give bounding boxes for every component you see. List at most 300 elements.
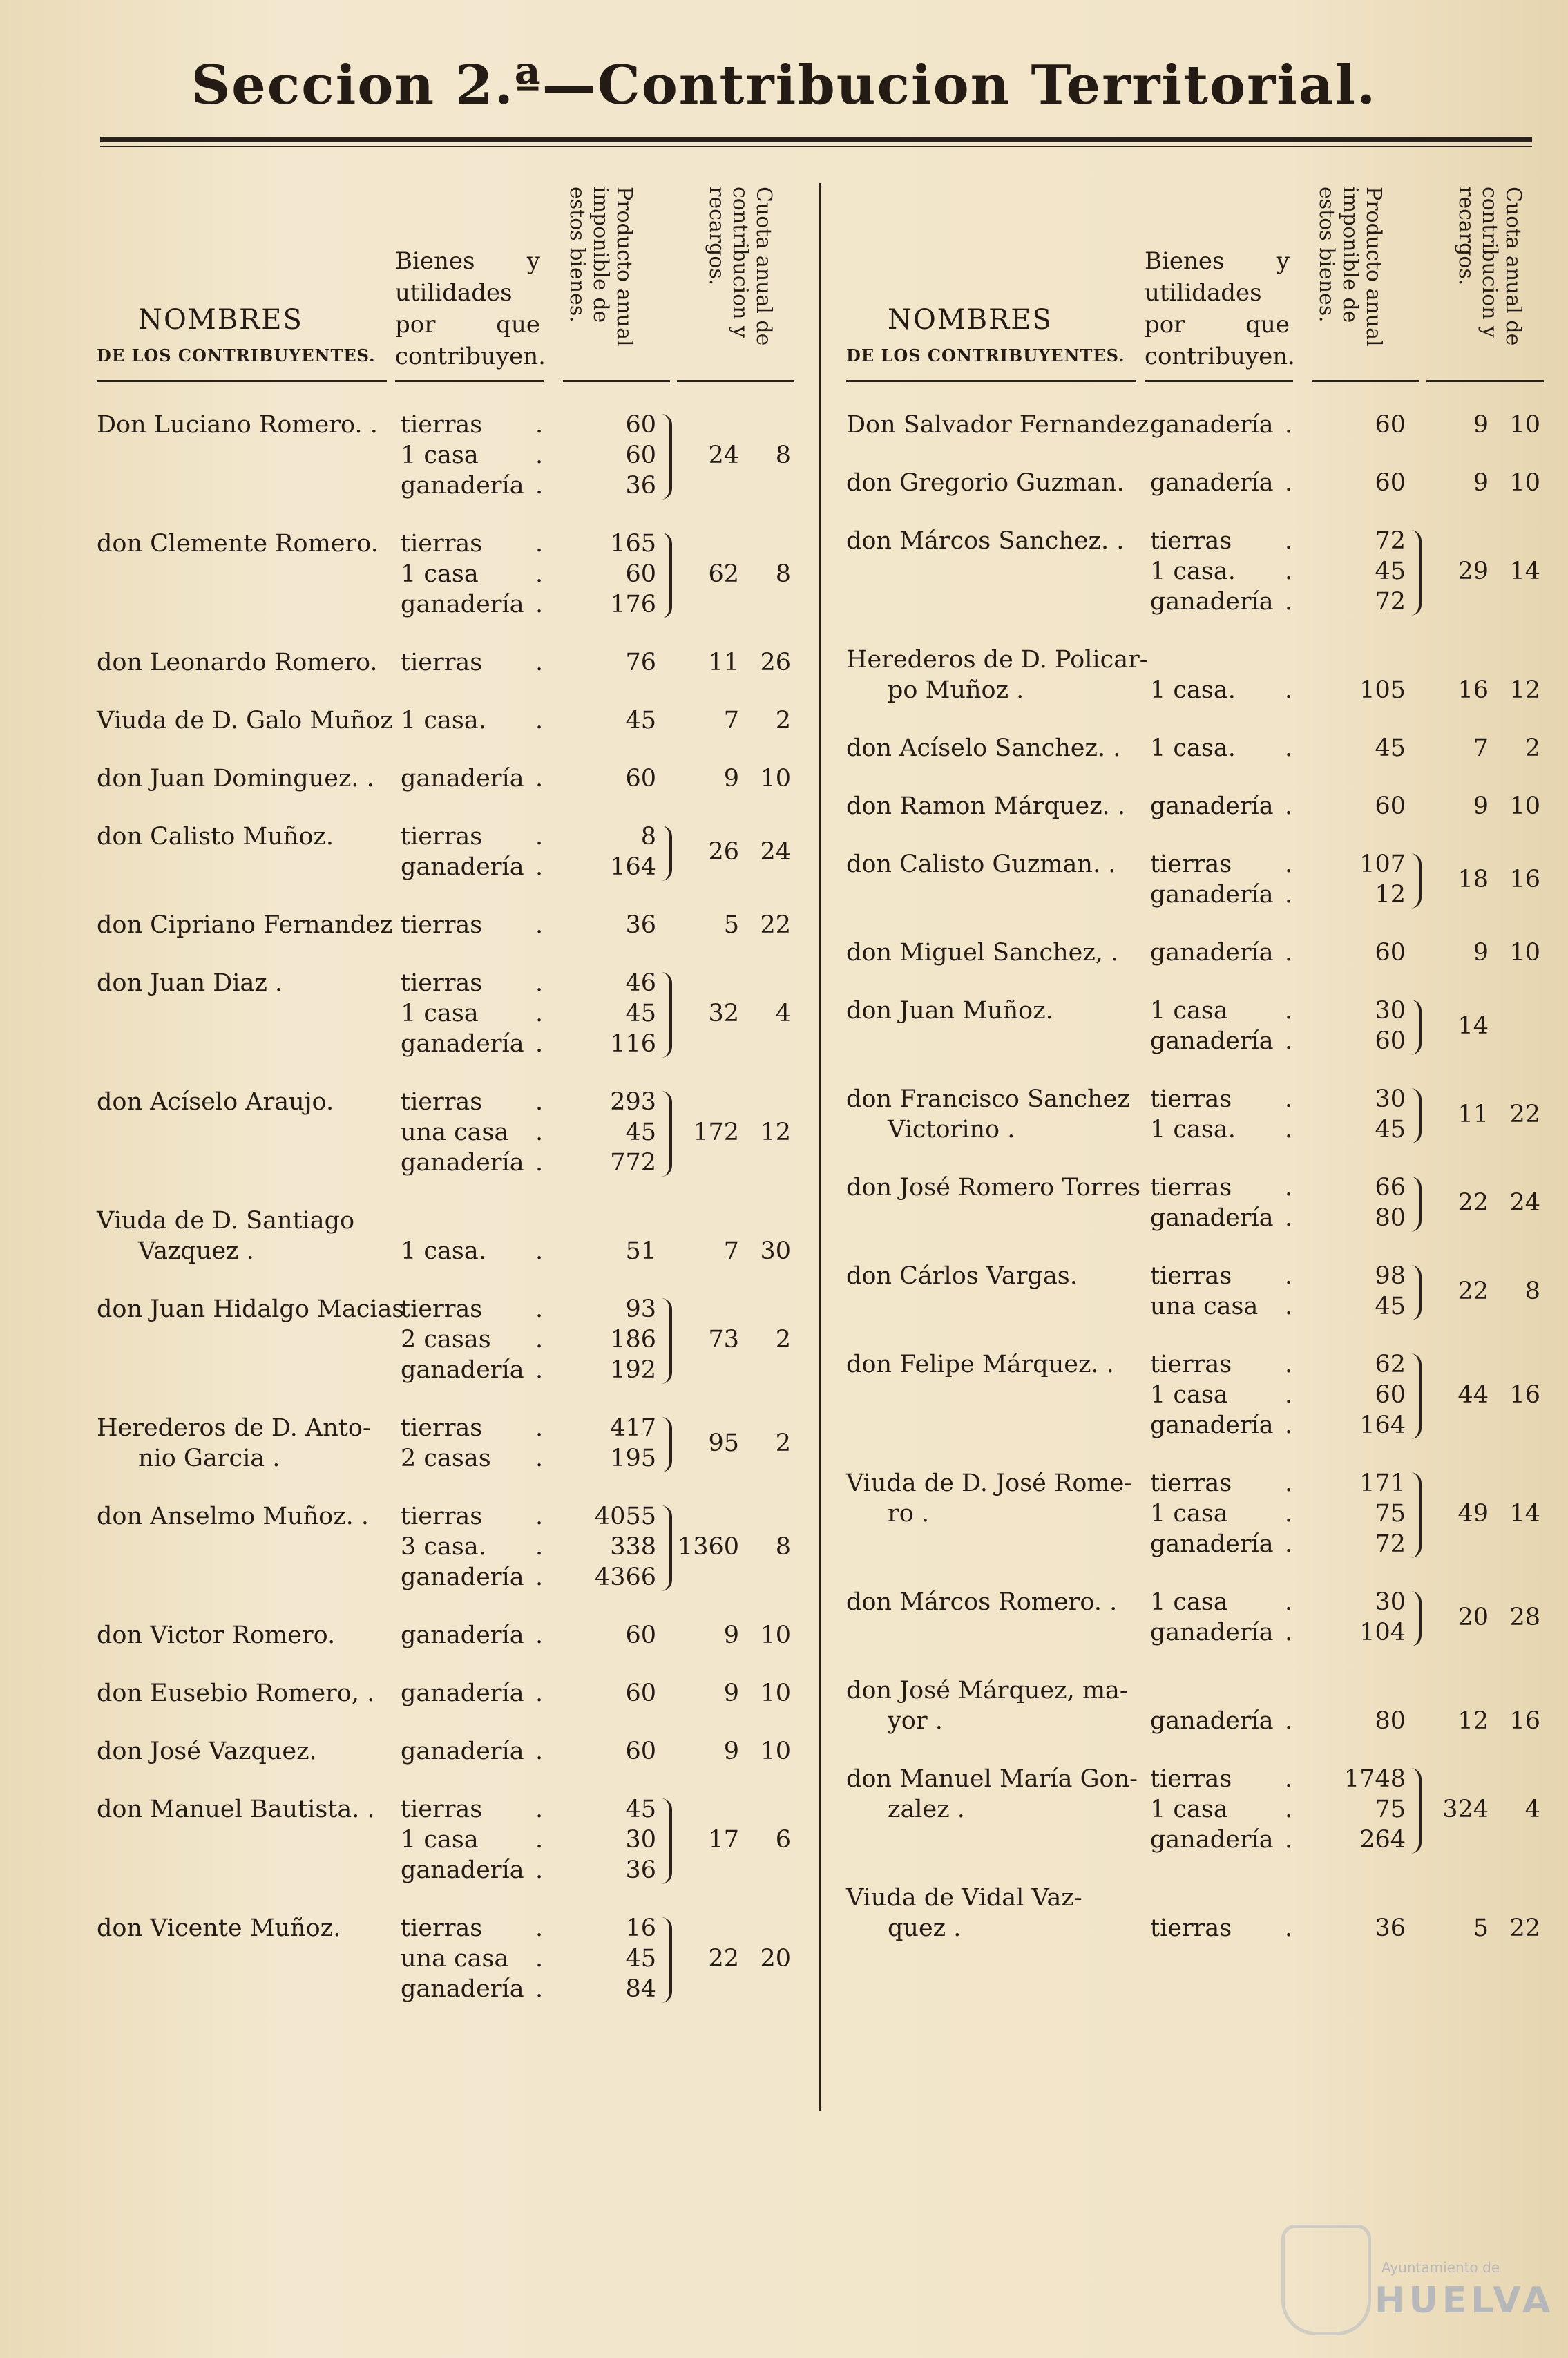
contributor-name: don Calisto Muñoz. bbox=[97, 823, 334, 850]
property-item: ganadería bbox=[1150, 1707, 1274, 1735]
cuota-reales: 62 bbox=[708, 560, 739, 588]
leader-dot: . bbox=[535, 1945, 544, 1972]
contributor-row bbox=[97, 911, 801, 942]
property-item: 1 casa. bbox=[1150, 558, 1236, 585]
product-value: 75 bbox=[1375, 1796, 1406, 1823]
property-item: tierras bbox=[401, 411, 483, 439]
property-item: tierras bbox=[1150, 1262, 1232, 1290]
cuota-maravedis: 8 bbox=[1524, 1277, 1540, 1305]
leader-dot: . bbox=[535, 1796, 544, 1823]
grouping-brace bbox=[1402, 1591, 1422, 1646]
product-value: 772 bbox=[610, 1149, 656, 1177]
cuota-reales: 14 bbox=[1457, 1012, 1489, 1040]
property-item: tierras bbox=[401, 1503, 483, 1530]
contributor-name: Viuda de Vidal Vaz- bbox=[846, 1884, 1082, 1912]
product-value: 116 bbox=[610, 1030, 656, 1058]
header-rule bbox=[677, 380, 794, 382]
product-value: 4055 bbox=[594, 1503, 656, 1530]
cuota-maravedis: 28 bbox=[1509, 1604, 1540, 1631]
product-value: 62 bbox=[1375, 1351, 1406, 1378]
cuota-maravedis: 20 bbox=[760, 1945, 791, 1972]
product-value: 176 bbox=[610, 591, 656, 618]
header-producto: Producto anual imponible de estos bienes. bbox=[565, 187, 636, 347]
property-item: una casa bbox=[401, 1119, 509, 1146]
product-value: 104 bbox=[1359, 1619, 1406, 1646]
leader-dot: . bbox=[1285, 1381, 1293, 1409]
leader-dot: . bbox=[535, 472, 544, 500]
product-value: 60 bbox=[1375, 939, 1406, 967]
column-divider bbox=[819, 183, 821, 2111]
header-cuota: Cuota anual de contribucion y recargos. bbox=[1454, 187, 1525, 346]
product-value: 36 bbox=[625, 472, 656, 500]
leader-dot: . bbox=[535, 1000, 544, 1027]
property-item: ganadería bbox=[401, 472, 524, 500]
cuota-reales: 1360 bbox=[677, 1533, 739, 1561]
page-title: Seccion 2.ª—Contribucion Territorial. bbox=[191, 54, 1377, 117]
leader-dot: . bbox=[535, 707, 544, 734]
grouping-brace bbox=[653, 1917, 672, 2003]
leader-dot: . bbox=[1285, 939, 1293, 967]
leader-dot: . bbox=[1285, 1351, 1293, 1378]
leader-dot: . bbox=[535, 1149, 544, 1177]
product-value: 192 bbox=[610, 1356, 656, 1384]
contributor-name: don Anselmo Muñoz. . bbox=[97, 1503, 370, 1530]
cuota-maravedis: 6 bbox=[775, 1826, 791, 1854]
contributor-row bbox=[97, 765, 801, 795]
leader-dot: . bbox=[1285, 1027, 1293, 1055]
cuota-reales: 26 bbox=[708, 838, 739, 866]
leader-dot: . bbox=[535, 1622, 544, 1649]
property-item: tierras bbox=[401, 1295, 483, 1323]
property-item: ganadería bbox=[1150, 588, 1274, 616]
leader-dot: . bbox=[535, 823, 544, 850]
grouping-brace bbox=[1402, 1472, 1422, 1558]
cuota-reales: 44 bbox=[1457, 1381, 1489, 1409]
property-item: ganadería bbox=[401, 1030, 524, 1058]
property-item: tierras bbox=[1150, 850, 1232, 878]
cuota-maravedis: 2 bbox=[775, 1429, 791, 1457]
leader-dot: . bbox=[1285, 1411, 1293, 1439]
cuota-maravedis: 22 bbox=[1509, 1101, 1540, 1128]
table-header bbox=[97, 173, 801, 401]
header-rule bbox=[846, 380, 1136, 382]
contributor-row bbox=[846, 850, 1551, 911]
contributor-row bbox=[846, 1351, 1551, 1442]
property-item: 1 casa bbox=[1150, 1381, 1228, 1409]
product-value: 164 bbox=[610, 853, 656, 881]
cuota-reales: 29 bbox=[1457, 558, 1489, 585]
leader-dot: . bbox=[1285, 588, 1293, 616]
property-item: tierras bbox=[1150, 1351, 1232, 1378]
contributor-name: nio Garcia . bbox=[138, 1445, 280, 1472]
contributor-name: don Miguel Sanchez, . bbox=[846, 939, 1119, 967]
property-item: 1 casa bbox=[1150, 1500, 1228, 1528]
product-value: 338 bbox=[610, 1533, 656, 1561]
product-value: 264 bbox=[1359, 1826, 1406, 1854]
contributor-name: Viuda de D. Santiago bbox=[97, 1207, 355, 1235]
cuota-reales: 9 bbox=[723, 1622, 739, 1649]
contributor-row bbox=[97, 1295, 801, 1387]
leader-dot: . bbox=[1285, 1262, 1293, 1290]
header-names bbox=[846, 276, 1136, 366]
product-value: 80 bbox=[1375, 1707, 1406, 1735]
leader-dot: . bbox=[1285, 1500, 1293, 1528]
grouping-brace bbox=[653, 1505, 672, 1591]
contributor-row bbox=[846, 527, 1551, 618]
leader-dot: . bbox=[535, 1680, 544, 1707]
property-item: tierras bbox=[401, 530, 483, 558]
contributor-row bbox=[97, 1796, 801, 1887]
header-producto: Producto anual imponible de estos bienes. bbox=[1314, 187, 1386, 347]
leader-dot: . bbox=[1285, 1530, 1293, 1558]
property-item: tierras bbox=[1150, 1914, 1232, 1942]
contributor-name: ro . bbox=[888, 1500, 930, 1528]
cuota-maravedis: 10 bbox=[1509, 792, 1540, 820]
contributor-name: don Ramon Márquez. . bbox=[846, 792, 1126, 820]
contributor-name: don Cárlos Vargas. bbox=[846, 1262, 1078, 1290]
property-item: tierras bbox=[1150, 1174, 1232, 1201]
property-item: ganadería bbox=[401, 1856, 524, 1884]
cuota-maravedis: 12 bbox=[1509, 676, 1540, 704]
product-value: 45 bbox=[625, 1000, 656, 1027]
contributor-row bbox=[97, 707, 801, 737]
product-value: 45 bbox=[1375, 734, 1406, 762]
leader-dot: . bbox=[535, 1445, 544, 1472]
cuota-maravedis: 4 bbox=[1524, 1796, 1540, 1823]
leader-dot: . bbox=[535, 1030, 544, 1058]
cuota-maravedis: 8 bbox=[775, 441, 791, 469]
cuota-reales: 9 bbox=[723, 765, 739, 792]
header-rule bbox=[1426, 380, 1544, 382]
contributor-name: Vazquez . bbox=[138, 1237, 254, 1265]
cuota-reales: 172 bbox=[693, 1119, 739, 1146]
contributor-row bbox=[846, 1588, 1551, 1649]
header-names bbox=[97, 276, 387, 366]
cuota-maravedis: 8 bbox=[775, 1533, 791, 1561]
leader-dot: . bbox=[535, 969, 544, 997]
cuota-maravedis: 14 bbox=[1509, 558, 1540, 585]
contributor-name: don José Márquez, ma- bbox=[846, 1677, 1128, 1704]
cuota-maravedis: 10 bbox=[1509, 939, 1540, 967]
contributor-row bbox=[97, 411, 801, 502]
leader-dot: . bbox=[535, 1533, 544, 1561]
contributor-name: don Eusebio Romero, . bbox=[97, 1680, 375, 1707]
contributor-name: don Acíselo Sanchez. . bbox=[846, 734, 1121, 762]
product-value: 60 bbox=[625, 1738, 656, 1765]
product-value: 60 bbox=[625, 441, 656, 469]
property-item: ganadería bbox=[401, 765, 524, 792]
grouping-brace bbox=[653, 1091, 672, 1177]
property-item: una casa bbox=[401, 1945, 509, 1972]
leader-dot: . bbox=[1285, 1707, 1293, 1735]
cuota-maravedis: 4 bbox=[775, 1000, 791, 1027]
product-value: 60 bbox=[1375, 411, 1406, 439]
property-item: 1 casa. bbox=[1150, 676, 1236, 704]
cuota-reales: 9 bbox=[1473, 939, 1489, 967]
cuota-reales: 324 bbox=[1442, 1796, 1489, 1823]
cuota-reales: 7 bbox=[1473, 734, 1489, 762]
header-rule bbox=[1145, 380, 1293, 382]
contributor-name: don Manuel Bautista. . bbox=[97, 1796, 375, 1823]
title-rule bbox=[100, 137, 1532, 142]
property-item: 1 casa bbox=[401, 560, 479, 588]
product-value: 105 bbox=[1359, 676, 1406, 704]
header-bienes: Bienes y utilidades por que contribuyen. bbox=[395, 247, 546, 370]
product-value: 107 bbox=[1359, 850, 1406, 878]
leader-dot: . bbox=[535, 411, 544, 439]
contributor-name: Herederos de D. Anto- bbox=[97, 1414, 371, 1442]
cuota-reales: 24 bbox=[708, 441, 739, 469]
contributor-name: don Juan Dominguez. . bbox=[97, 765, 374, 792]
product-value: 4366 bbox=[594, 1563, 656, 1591]
contributor-name: don Márcos Romero. . bbox=[846, 1588, 1118, 1616]
property-item: tierras bbox=[401, 649, 483, 676]
property-item: tierras bbox=[1150, 1085, 1232, 1113]
contributor-row bbox=[846, 411, 1551, 441]
grouping-brace bbox=[1402, 530, 1422, 616]
property-item: 2 casas bbox=[401, 1326, 491, 1353]
contributor-name: don Márcos Sanchez. . bbox=[846, 527, 1125, 555]
contributor-name: don José Vazquez. bbox=[97, 1738, 317, 1765]
property-item: ganadería bbox=[1150, 1411, 1274, 1439]
cuota-reales: 49 bbox=[1457, 1500, 1489, 1528]
table-header bbox=[846, 173, 1551, 401]
header-rule bbox=[563, 380, 670, 382]
leader-dot: . bbox=[1285, 1765, 1293, 1793]
property-item: ganadería bbox=[401, 1149, 524, 1177]
cuota-reales: 9 bbox=[1473, 792, 1489, 820]
property-item: ganadería bbox=[1150, 1530, 1274, 1558]
watermark-shield-icon bbox=[1281, 2225, 1371, 2335]
right-table bbox=[846, 173, 1551, 2335]
contributor-row bbox=[846, 646, 1551, 707]
cuota-reales: 11 bbox=[1457, 1101, 1489, 1128]
property-item: 1 casa bbox=[1150, 1796, 1228, 1823]
leader-dot: . bbox=[535, 530, 544, 558]
cuota-reales: 9 bbox=[723, 1738, 739, 1765]
leader-dot: . bbox=[535, 1826, 544, 1854]
header-names-line2: DE LOS CONTRIBUYENTES. bbox=[846, 345, 1125, 365]
cuota-maravedis: 2 bbox=[775, 1326, 791, 1353]
leader-dot: . bbox=[535, 1326, 544, 1353]
property-item: tierras bbox=[401, 1914, 483, 1942]
leader-dot: . bbox=[1285, 469, 1293, 497]
property-item: 1 casa. bbox=[401, 1237, 486, 1265]
leader-dot: . bbox=[535, 1119, 544, 1146]
contributor-name: quez . bbox=[888, 1914, 962, 1942]
grouping-brace bbox=[1402, 1088, 1422, 1143]
leader-dot: . bbox=[535, 911, 544, 939]
product-value: 30 bbox=[1375, 997, 1406, 1025]
cuota-reales: 5 bbox=[1473, 1914, 1489, 1942]
contributor-name: don Acíselo Araujo. bbox=[97, 1088, 334, 1116]
leader-dot: . bbox=[1285, 1914, 1293, 1942]
cuota-reales: 9 bbox=[1473, 469, 1489, 497]
leader-dot: . bbox=[1285, 1470, 1293, 1497]
product-value: 60 bbox=[1375, 1027, 1406, 1055]
header-names-line1: NOMBRES bbox=[888, 304, 1053, 336]
property-item: ganadería bbox=[1150, 1027, 1274, 1055]
leader-dot: . bbox=[535, 1503, 544, 1530]
contributor-row bbox=[97, 969, 801, 1061]
property-item: ganadería bbox=[401, 591, 524, 618]
leader-dot: . bbox=[535, 591, 544, 618]
product-value: 195 bbox=[610, 1445, 656, 1472]
header-bienes: Bienes y utilidades por que contribuyen. bbox=[1145, 247, 1295, 370]
cuota-reales: 20 bbox=[1457, 1604, 1489, 1631]
contributor-name: don Vicente Muñoz. bbox=[97, 1914, 341, 1942]
property-item: 1 casa bbox=[401, 1000, 479, 1027]
property-item: 1 casa. bbox=[1150, 1116, 1236, 1143]
contributor-name: don Victor Romero. bbox=[97, 1622, 336, 1649]
contributor-row bbox=[97, 1207, 801, 1268]
contributor-name: don Leonardo Romero. bbox=[97, 649, 378, 676]
product-value: 30 bbox=[1375, 1588, 1406, 1616]
cuota-reales: 9 bbox=[1473, 411, 1489, 439]
product-value: 60 bbox=[625, 1680, 656, 1707]
leader-dot: . bbox=[1285, 1204, 1293, 1232]
product-value: 417 bbox=[610, 1414, 656, 1442]
property-item: ganadería bbox=[401, 1563, 524, 1591]
product-value: 46 bbox=[625, 969, 656, 997]
contributor-name: don José Romero Torres bbox=[846, 1174, 1141, 1201]
cuota-maravedis: 30 bbox=[760, 1237, 791, 1265]
property-item: ganadería bbox=[1150, 469, 1274, 497]
product-value: 72 bbox=[1375, 527, 1406, 555]
leader-dot: . bbox=[1285, 792, 1293, 820]
cuota-maravedis: 10 bbox=[760, 765, 791, 792]
product-value: 60 bbox=[1375, 792, 1406, 820]
leader-dot: . bbox=[535, 1414, 544, 1442]
property-item: 1 casa bbox=[1150, 1588, 1228, 1616]
product-value: 60 bbox=[1375, 469, 1406, 497]
leader-dot: . bbox=[535, 649, 544, 676]
property-item: ganadería bbox=[1150, 939, 1274, 967]
leader-dot: . bbox=[535, 1738, 544, 1765]
leader-dot: . bbox=[1285, 1293, 1293, 1320]
header-cuota: Cuota anual de contribucion y recargos. bbox=[705, 187, 776, 346]
property-item: 1 casa bbox=[401, 1826, 479, 1854]
property-item: tierras bbox=[401, 969, 483, 997]
cuota-maravedis: 10 bbox=[1509, 411, 1540, 439]
cuota-reales: 12 bbox=[1457, 1707, 1489, 1735]
grouping-brace bbox=[653, 533, 672, 618]
product-value: 45 bbox=[625, 1119, 656, 1146]
property-item: tierras bbox=[1150, 1765, 1232, 1793]
header-names-line2: DE LOS CONTRIBUYENTES. bbox=[97, 345, 376, 365]
contributor-name: Don Salvador Fernandez bbox=[846, 411, 1149, 439]
cuota-maravedis: 16 bbox=[1509, 1707, 1540, 1735]
property-item: 1 casa bbox=[401, 441, 479, 469]
contributor-name: don Felipe Márquez. . bbox=[846, 1351, 1114, 1378]
contributor-row bbox=[846, 1470, 1551, 1561]
cuota-reales: 73 bbox=[708, 1326, 739, 1353]
contributor-row bbox=[846, 997, 1551, 1058]
header-rule bbox=[395, 380, 544, 382]
product-value: 45 bbox=[1375, 1116, 1406, 1143]
product-value: 84 bbox=[625, 1975, 656, 2003]
contributor-row bbox=[97, 1622, 801, 1652]
product-value: 16 bbox=[625, 1914, 656, 1942]
leader-dot: . bbox=[1285, 1174, 1293, 1201]
leader-dot: . bbox=[1285, 1588, 1293, 1616]
product-value: 165 bbox=[610, 530, 656, 558]
cuota-maravedis: 2 bbox=[775, 707, 791, 734]
leader-dot: . bbox=[535, 1856, 544, 1884]
cuota-maravedis: 12 bbox=[760, 1119, 791, 1146]
contributor-row bbox=[97, 1503, 801, 1594]
contributor-name: Viuda de D. Galo Muñoz bbox=[97, 707, 393, 734]
grouping-brace bbox=[1402, 1265, 1422, 1320]
leader-dot: . bbox=[1285, 1619, 1293, 1646]
property-item: ganadería bbox=[1150, 792, 1274, 820]
header-rule bbox=[1312, 380, 1419, 382]
leader-dot: . bbox=[535, 1237, 544, 1265]
cuota-reales: 22 bbox=[708, 1945, 739, 1972]
product-value: 1748 bbox=[1344, 1765, 1406, 1793]
cuota-reales: 7 bbox=[723, 1237, 739, 1265]
cuota-reales: 22 bbox=[1457, 1277, 1489, 1305]
grouping-brace bbox=[653, 1417, 672, 1472]
contributor-row bbox=[846, 792, 1551, 823]
left-table bbox=[97, 173, 801, 2335]
leader-dot: . bbox=[1285, 881, 1293, 909]
contributor-name: don Juan Diaz . bbox=[97, 969, 283, 997]
product-value: 171 bbox=[1359, 1470, 1406, 1497]
property-item: ganadería bbox=[401, 1975, 524, 2003]
contributor-row bbox=[846, 1765, 1551, 1856]
product-value: 72 bbox=[1375, 1530, 1406, 1558]
cuota-reales: 16 bbox=[1457, 676, 1489, 704]
product-value: 93 bbox=[625, 1295, 656, 1323]
leader-dot: . bbox=[1285, 734, 1293, 762]
contributor-name: Herederos de D. Policar- bbox=[846, 646, 1148, 674]
contributor-row bbox=[97, 649, 801, 679]
property-item: ganadería bbox=[401, 853, 524, 881]
cuota-maravedis: 16 bbox=[1509, 866, 1540, 893]
leader-dot: . bbox=[1285, 1826, 1293, 1854]
contributor-row bbox=[97, 530, 801, 621]
product-value: 293 bbox=[610, 1088, 656, 1116]
leader-dot: . bbox=[535, 1088, 544, 1116]
contributor-row bbox=[97, 1680, 801, 1710]
leader-dot: . bbox=[535, 765, 544, 792]
leader-dot: . bbox=[1285, 558, 1293, 585]
contributor-row bbox=[846, 1262, 1551, 1323]
cuota-reales: 11 bbox=[708, 649, 739, 676]
property-item: 1 casa bbox=[1150, 997, 1228, 1025]
cuota-maravedis: 24 bbox=[760, 838, 791, 866]
property-item: tierras bbox=[401, 1796, 483, 1823]
property-item: ganadería bbox=[401, 1680, 524, 1707]
contributor-name: don Francisco Sanchez bbox=[846, 1085, 1130, 1113]
product-value: 8 bbox=[640, 823, 656, 850]
cuota-maravedis: 10 bbox=[760, 1738, 791, 1765]
product-value: 72 bbox=[1375, 588, 1406, 616]
cuota-maravedis: 26 bbox=[760, 649, 791, 676]
leader-dot: . bbox=[535, 1975, 544, 2003]
cuota-maravedis: 10 bbox=[760, 1622, 791, 1649]
contributor-row bbox=[846, 939, 1551, 969]
cuota-reales: 5 bbox=[723, 911, 739, 939]
leader-dot: . bbox=[535, 1295, 544, 1323]
leader-dot: . bbox=[1285, 411, 1293, 439]
property-item: tierras bbox=[401, 1414, 483, 1442]
grouping-brace bbox=[653, 1298, 672, 1384]
cuota-reales: 22 bbox=[1457, 1189, 1489, 1217]
product-value: 66 bbox=[1375, 1174, 1406, 1201]
cuota-reales: 95 bbox=[708, 1429, 739, 1457]
